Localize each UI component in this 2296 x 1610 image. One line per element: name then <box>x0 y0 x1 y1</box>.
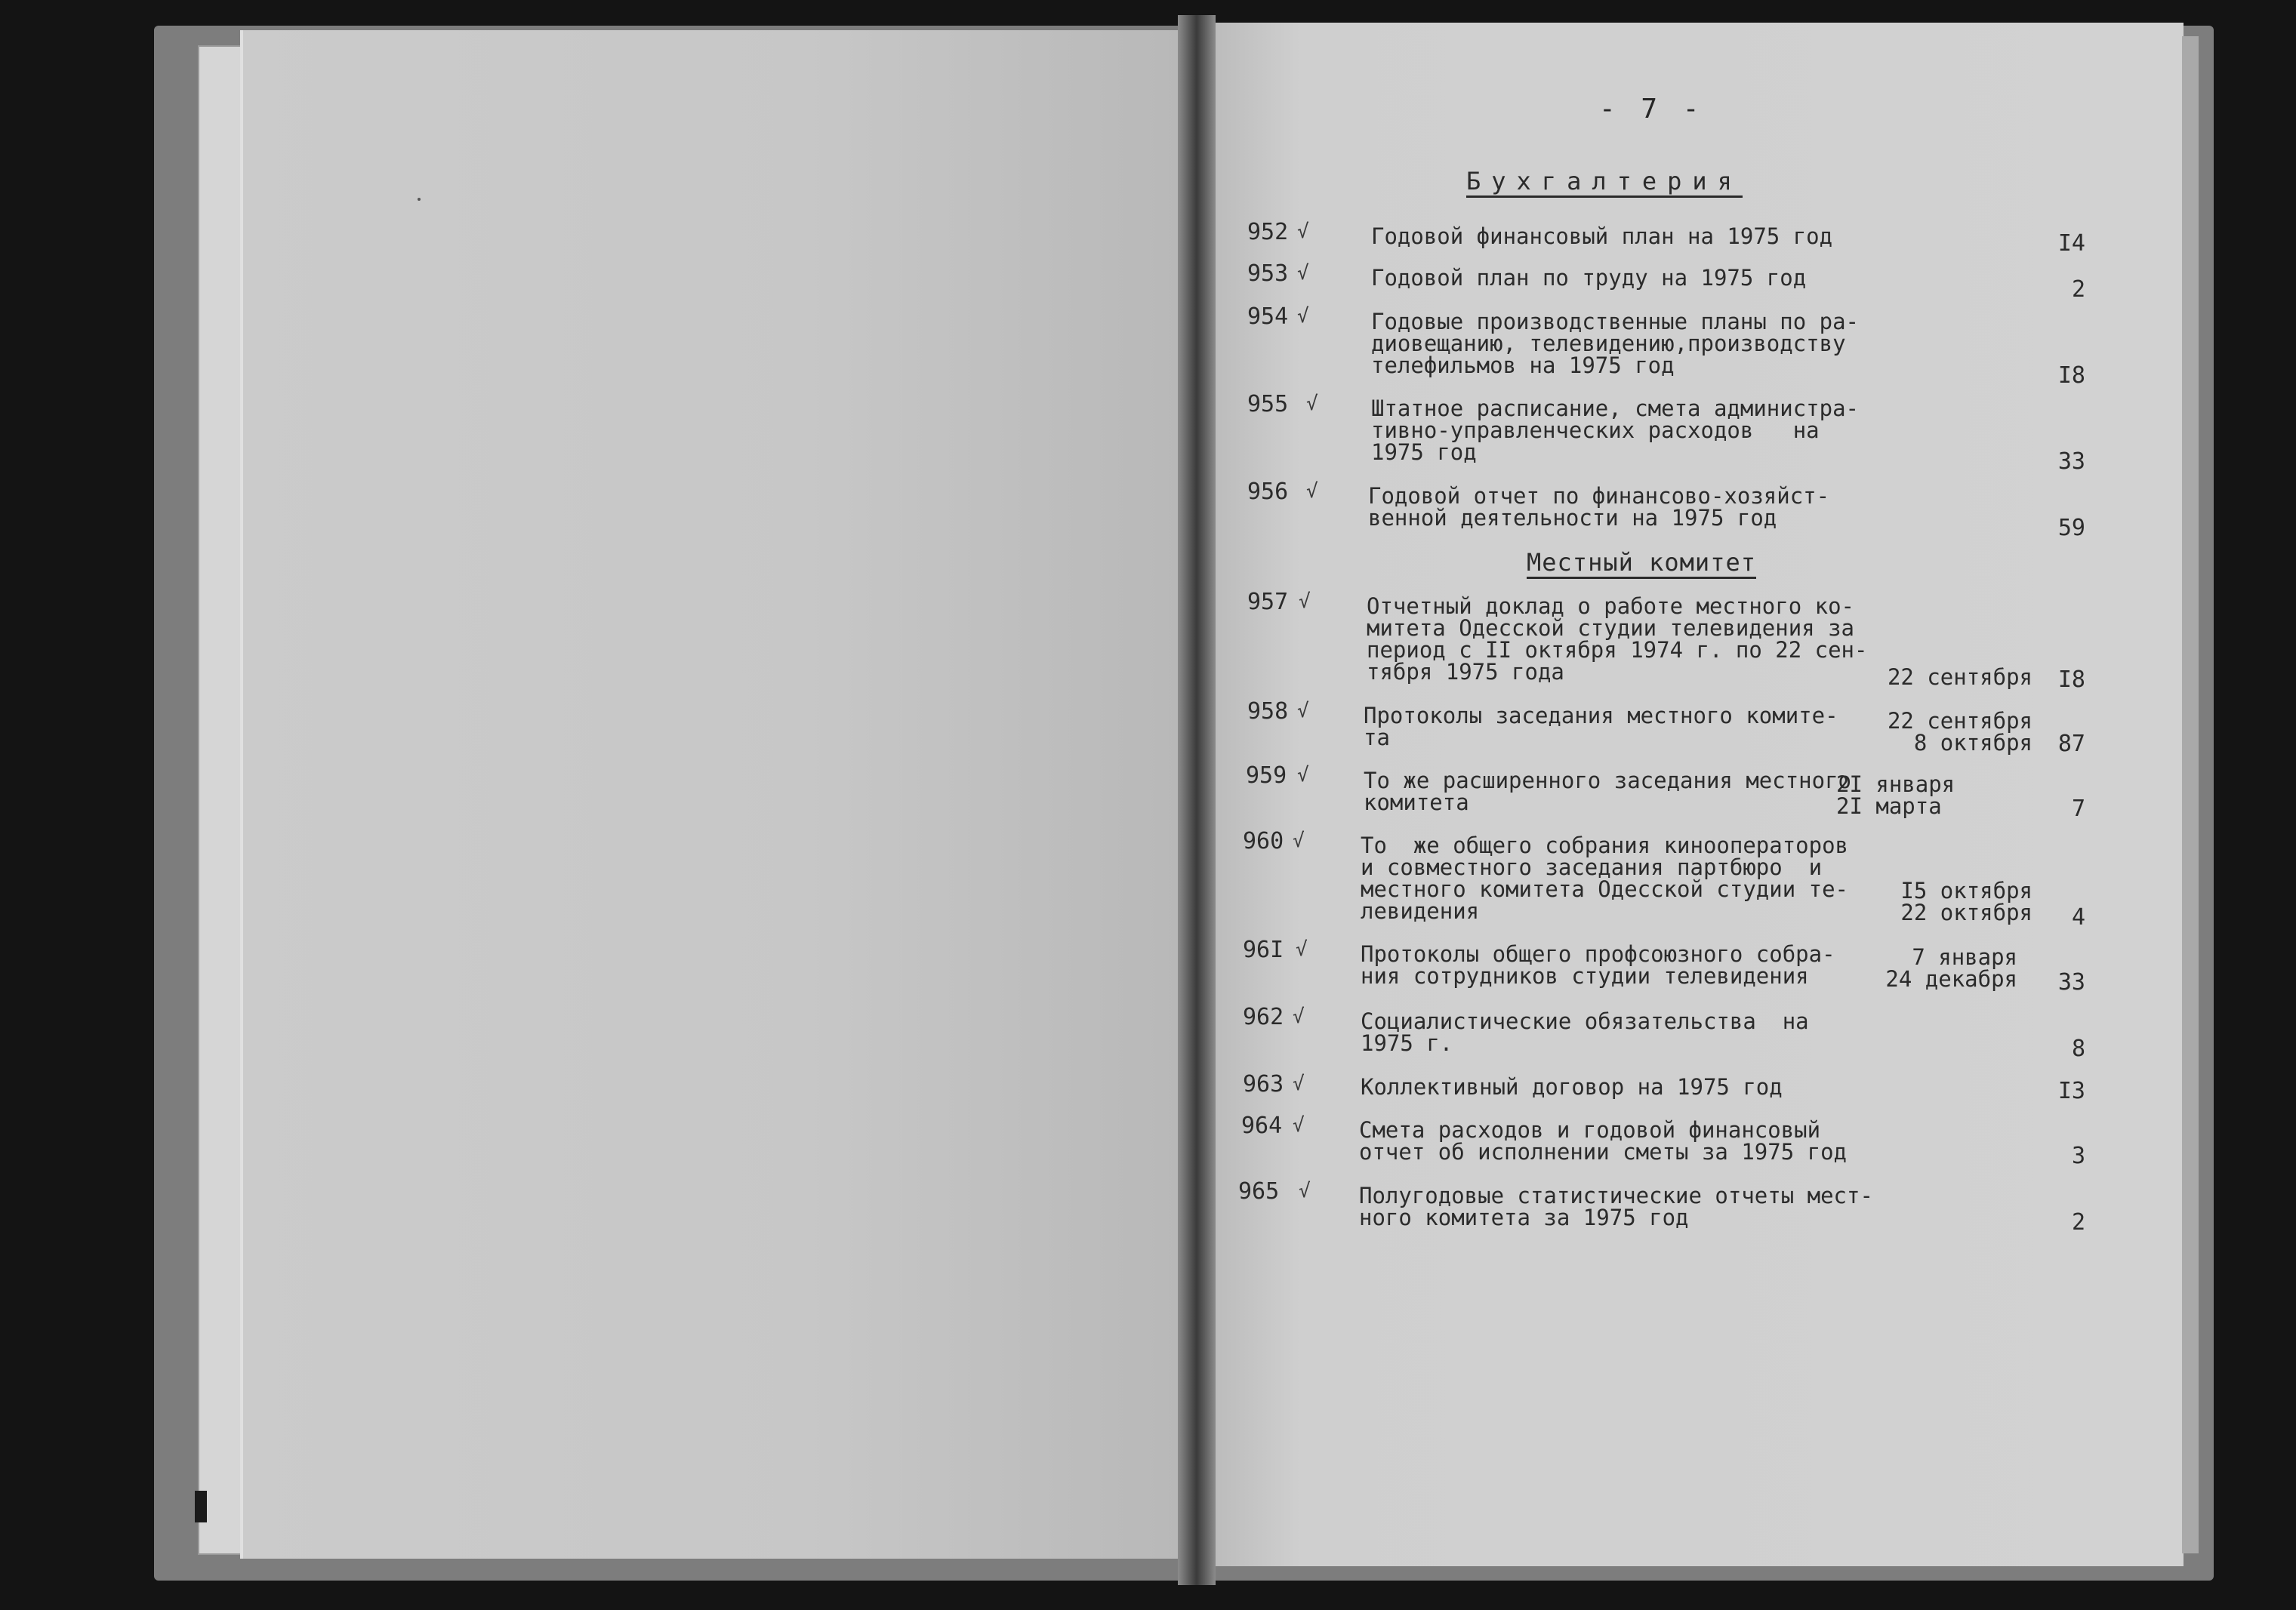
check-mark-icon: √ <box>1296 938 1308 961</box>
item-dates: 7 января 24 декабря <box>1885 944 2017 992</box>
item-title: Полугодовые статистические отчеты мест- ного комитета за 1975 год <box>1359 1183 1873 1230</box>
page-number: - 7 - <box>1599 94 1704 125</box>
item-title: То же общего собрания кинооператоров и совместного заседания партбюро и местного комитета Одесской студии те- левидения <box>1361 833 1849 924</box>
check-mark-icon: √ <box>1297 220 1309 243</box>
check-mark-icon: √ <box>1293 1005 1305 1028</box>
item-number: 957 <box>1247 589 1289 615</box>
item-title: Годовой отчет по финансово-хозяйст- венной деятельности на 1975 год <box>1368 483 1830 531</box>
check-mark-icon: √ <box>1306 480 1318 503</box>
item-dates: 22 сентября <box>1887 664 2032 690</box>
item-number: 959 <box>1246 762 1287 789</box>
item-number: 952 <box>1247 219 1289 245</box>
item-sheets: 33 <box>2057 969 2085 996</box>
item-number: 953 <box>1247 260 1289 287</box>
item-sheets: 3 <box>2071 1143 2085 1169</box>
item-title: Годовые производственные планы по ра- диовещанию, телевидению,производству телефильмов на 1975 год <box>1371 309 1860 378</box>
item-sheets: 8 <box>2071 1036 2085 1062</box>
paper-speck <box>418 198 421 201</box>
left-page-blank <box>243 30 1187 1559</box>
item-dates: 22 сентября 8 октября <box>1887 708 2032 756</box>
check-mark-icon: √ <box>1293 830 1305 852</box>
item-title: То же расширенного заседания местного комитета <box>1364 768 1852 815</box>
item-number: 965 <box>1238 1178 1280 1205</box>
item-title: Протоколы заседания местного комите- та <box>1364 703 1838 750</box>
item-number: 964 <box>1241 1113 1283 1139</box>
check-mark-icon: √ <box>1297 262 1309 285</box>
item-sheets: I8 <box>2057 666 2085 693</box>
binding-mark <box>195 1491 207 1522</box>
check-mark-icon: √ <box>1299 590 1311 613</box>
item-title: Годовой финансовый план на 1975 год <box>1371 223 1833 249</box>
item-sheets: 33 <box>2057 448 2085 475</box>
section-heading-local-committee: Местный комитет <box>1527 549 1756 579</box>
check-mark-icon: √ <box>1293 1114 1305 1137</box>
section-heading-accounting: Бухгалтерия <box>1466 168 1743 198</box>
item-dates: 2I января 2I марта <box>1836 771 1955 819</box>
item-title: Годовой план по труду на 1975 год <box>1371 265 1807 291</box>
item-title: Штатное расписание, смета администра- тивно-управленческих расходов на 1975 год <box>1371 396 1860 465</box>
item-title: Коллективный договор на 1975 год <box>1361 1074 1783 1100</box>
item-sheets: 2 <box>2071 276 2085 303</box>
item-sheets: 7 <box>2071 796 2085 822</box>
item-dates: I5 октября 22 октября <box>1900 878 2032 925</box>
check-mark-icon: √ <box>1293 1073 1305 1095</box>
item-number: 958 <box>1247 698 1289 725</box>
item-sheets: 59 <box>2057 515 2085 541</box>
book-gutter <box>1178 15 1216 1585</box>
item-sheets: I3 <box>2057 1078 2085 1104</box>
item-sheets: 4 <box>2071 904 2085 931</box>
item-number: 962 <box>1243 1004 1284 1030</box>
right-page-edge <box>2182 36 2199 1553</box>
check-mark-icon: √ <box>1306 392 1318 415</box>
check-mark-icon: √ <box>1297 764 1309 787</box>
item-title: Отчетный доклад о работе местного ко- митета Одесской студии телевидения за период с II октября 1974 г. по 22 сен- тября 1975 года <box>1367 593 1868 685</box>
item-title: Протоколы общего профсоюзного собра- ния сотрудников студии телевидения <box>1361 941 1835 989</box>
check-mark-icon: √ <box>1299 1180 1311 1202</box>
item-sheets: I4 <box>2057 230 2085 257</box>
item-number: 960 <box>1243 828 1284 854</box>
check-mark-icon: √ <box>1297 305 1309 328</box>
check-mark-icon: √ <box>1297 700 1309 722</box>
item-title: Социалистические обязательства на 1975 г. <box>1361 1008 1809 1056</box>
item-title: Смета расходов и годовой финансовый отчет об исполнении сметы за 1975 год <box>1359 1117 1848 1165</box>
item-number: 954 <box>1247 303 1289 330</box>
item-sheets: 2 <box>2071 1209 2085 1236</box>
item-number: 956 <box>1247 479 1289 505</box>
item-number: 955 <box>1247 391 1289 417</box>
item-sheets: 87 <box>2057 731 2085 757</box>
item-sheets: I8 <box>2057 362 2085 389</box>
item-number: 963 <box>1243 1071 1284 1097</box>
item-number: 96I <box>1243 937 1284 963</box>
